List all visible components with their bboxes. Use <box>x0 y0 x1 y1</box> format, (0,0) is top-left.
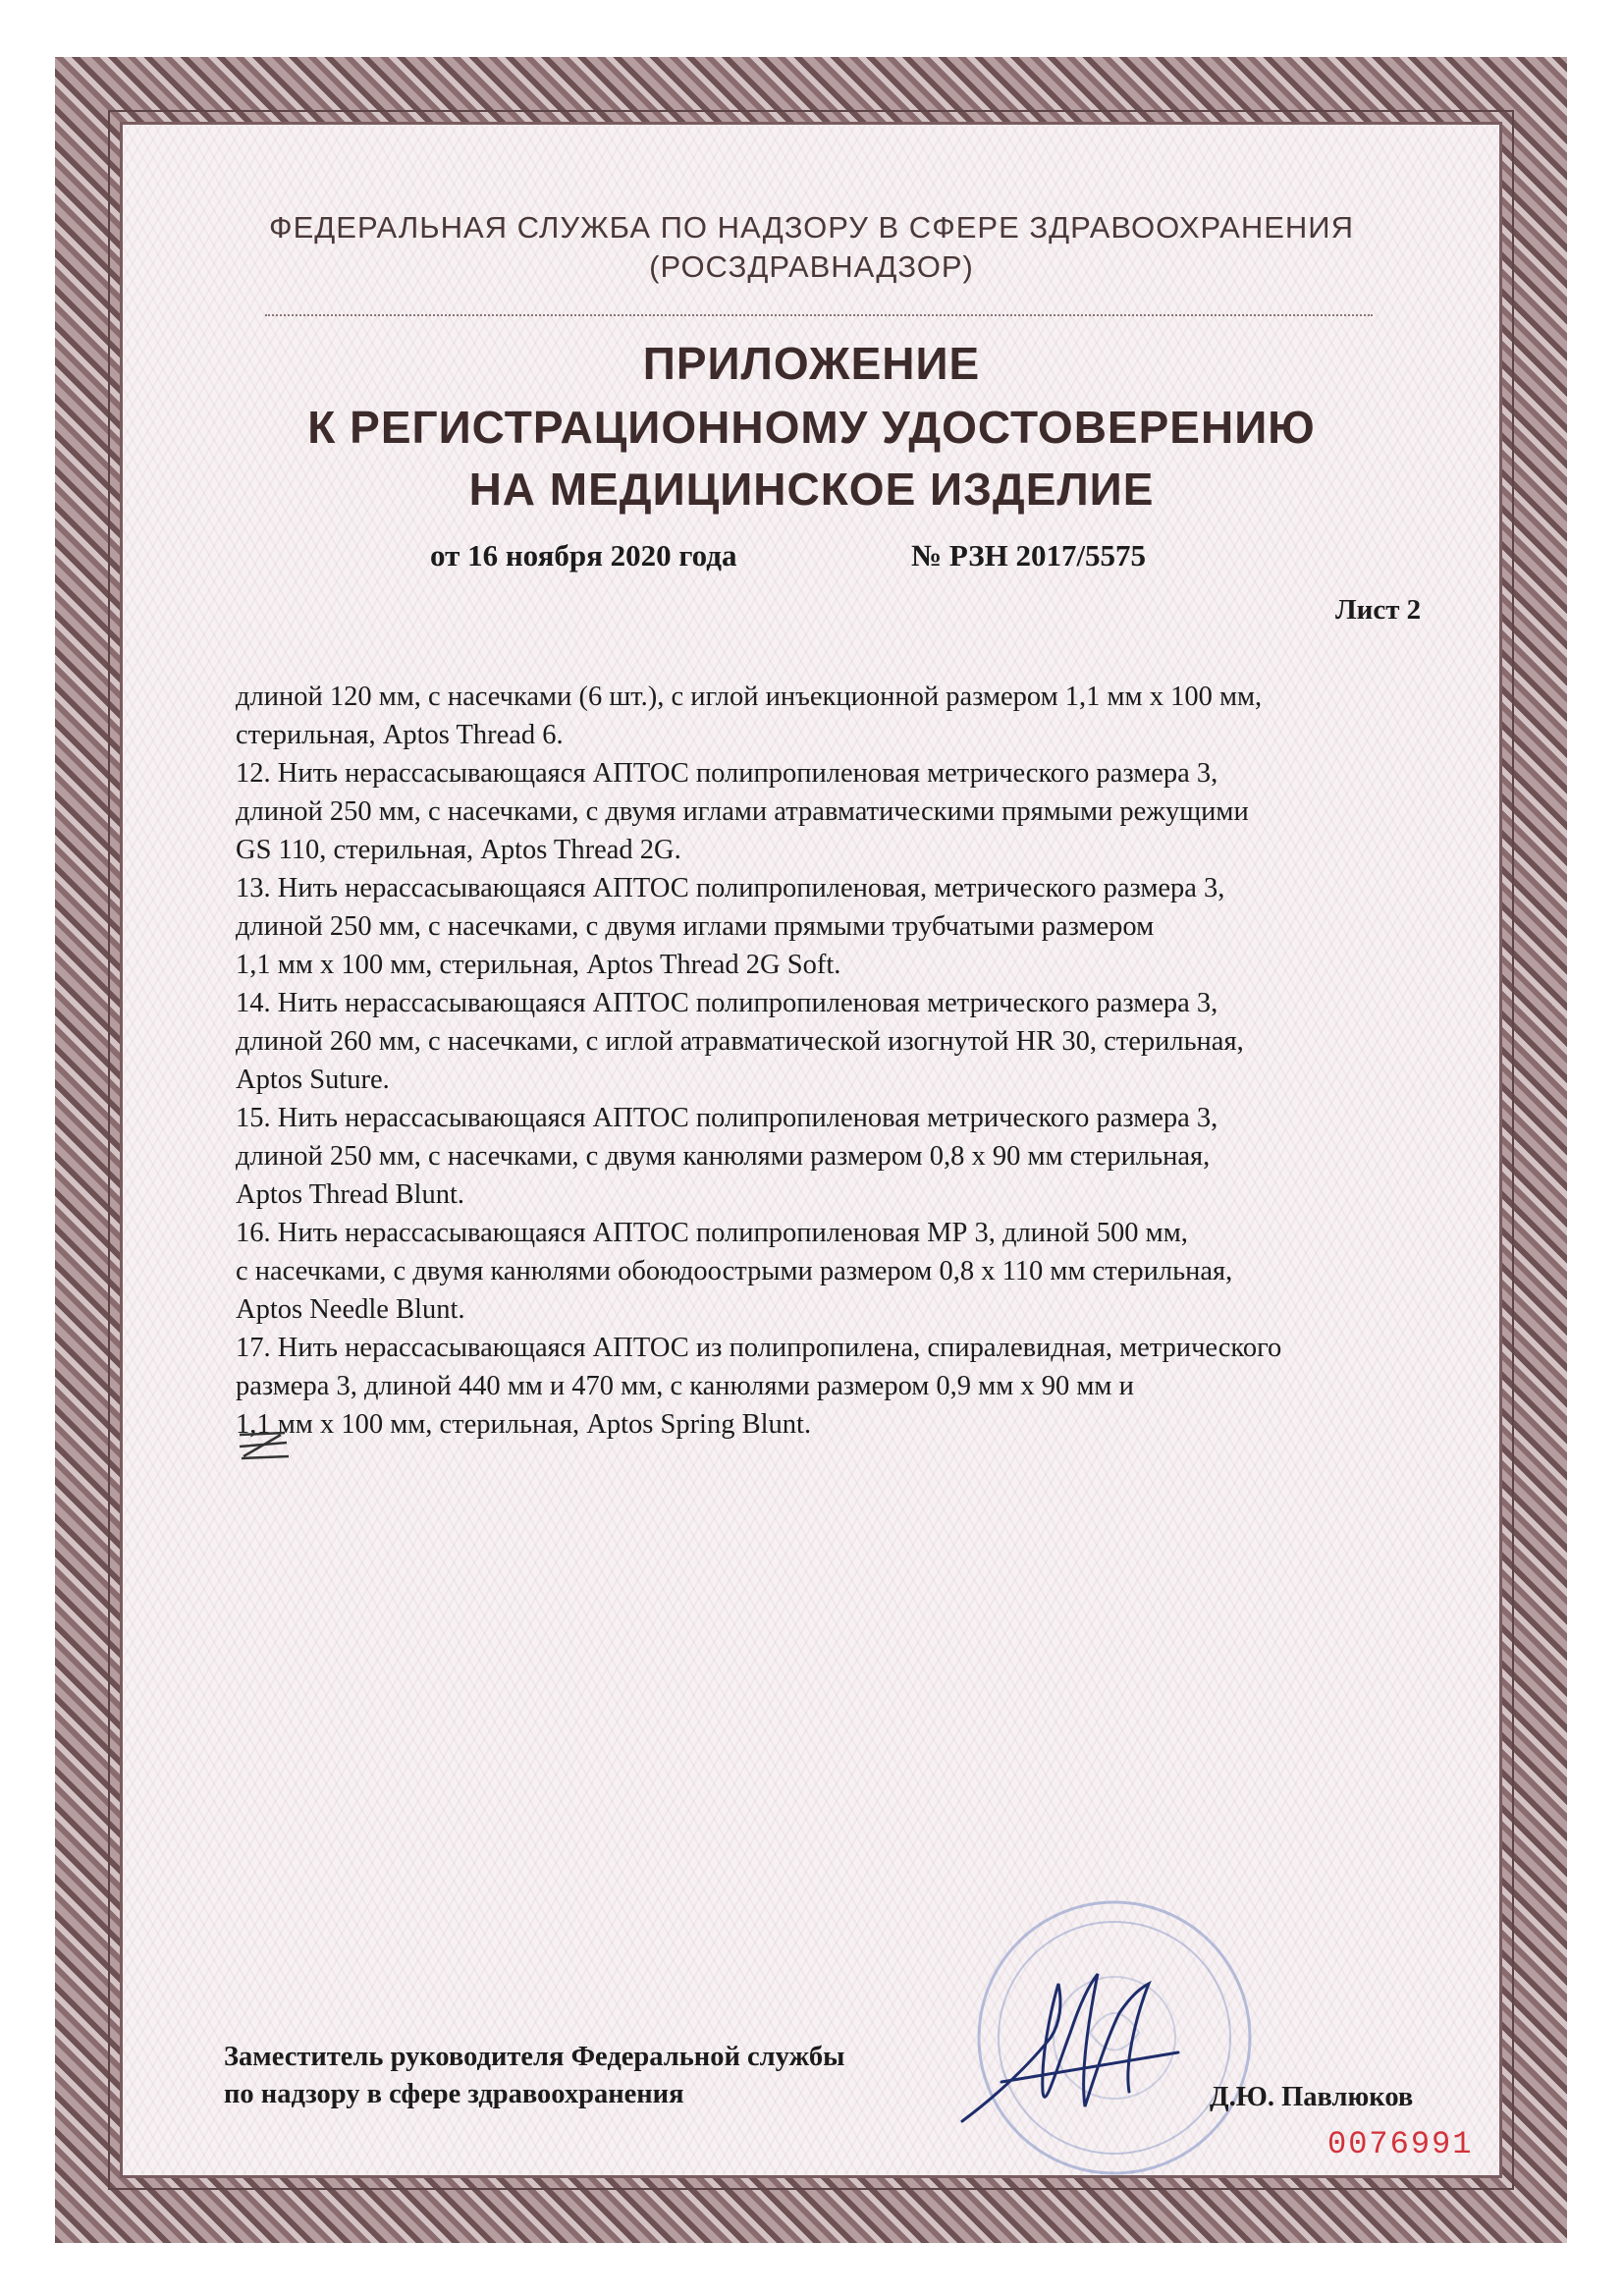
body-line: 1,1 мм х 100 мм, стерильная, Aptos Thread 2G Soft. <box>236 950 841 980</box>
body-line: 12. Нить нерассасывающаяся АПТОС полипропиленовая метрического размера 3, <box>236 758 1218 789</box>
document-subtitle-2: НА МЕДИЦИНСКОЕ ИЗДЕЛИЕ <box>468 464 1155 515</box>
agency-name: ФЕДЕРАЛЬНАЯ СЛУЖБА ПО НАДЗОРУ В СФЕРЕ ЗДРАВООХРАНЕНИЯ <box>269 210 1354 245</box>
body-line: с насечками, с двумя канюлями обоюдоострыми размером 0,8 х 110 мм стерильная, <box>236 1256 1233 1286</box>
end-of-list-mark <box>236 1429 291 1464</box>
signatory-title <box>224 2039 844 2113</box>
sheet-number: Лист 2 <box>1335 594 1422 626</box>
body-line: 1,1 мм х 100 мм, стерильная, Aptos Spring Blunt. <box>236 1409 812 1440</box>
body-line: длиной 250 мм, с насечками, с двумя иглами прямыми трубчатыми размером <box>236 911 1155 942</box>
body-line: 17. Нить нерассасывающаяся АПТОС из полипропилена, спиралевидная, метрического <box>236 1333 1282 1363</box>
agency-abbreviation: (РОСЗДРАВНАДЗОР) <box>649 249 974 284</box>
handwritten-signature <box>943 1944 1198 2141</box>
header-divider <box>265 314 1373 316</box>
body-line: стерильная, Aptos Thread 6. <box>236 720 564 750</box>
issue-date: от 16 ноября 2020 года <box>430 538 737 573</box>
signatory-title-line-2: по надзору в сфере здравоохранения <box>224 2079 684 2109</box>
body-line: 13. Нить нерассасывающаяся АПТОС полипропиленовая, метрического размера 3, <box>236 873 1225 903</box>
document-title: ПРИЛОЖЕНИЕ <box>642 338 981 389</box>
body-line: длиной 260 мм, с насечками, с иглой атравматической изогнутой HR 30, стерильная, <box>236 1026 1244 1057</box>
body-line: длиной 250 мм, с насечками, с двумя иглами атравматическими прямыми режущими <box>236 796 1249 827</box>
body-line: размера 3, длиной 440 мм и 470 мм, с канюлями размером 0,9 мм х 90 мм и <box>236 1371 1134 1401</box>
signatory-title-line-1: Заместитель руководителя Федеральной службы <box>224 2042 845 2072</box>
body-line: длиной 250 мм, с насечками, с двумя канюлями размером 0,8 х 90 мм стерильная, <box>236 1141 1211 1172</box>
body-line: 16. Нить нерассасывающаяся АПТОС полипропиленовая МР 3, длиной 500 мм, <box>236 1218 1188 1248</box>
body-line: 14. Нить нерассасывающаяся АПТОС полипропиленовая метрического размера 3, <box>236 988 1218 1018</box>
signatory-name: Д.Ю. Павлюков <box>1210 2082 1414 2112</box>
body-line: 15. Нить нерассасывающаяся АПТОС полипропиленовая метрического размера 3, <box>236 1103 1218 1133</box>
document-subtitle-1: К РЕГИСТРАЦИОННОМУ УДОСТОВЕРЕНИЮ <box>307 402 1316 453</box>
body-line: Aptos Thread Blunt. <box>236 1179 464 1210</box>
form-serial-number: 0076991 <box>1327 2126 1474 2162</box>
product-list <box>236 678 1473 1444</box>
body-line: GS 110, стерильная, Aptos Thread 2G. <box>236 835 681 865</box>
body-line: Aptos Needle Blunt. <box>236 1294 465 1325</box>
body-line: длиной 120 мм, с насечками (6 шт.), с иглой инъекционной размером 1,1 мм х 100 мм, <box>236 682 1263 712</box>
registration-number: № РЗН 2017/5575 <box>911 538 1147 573</box>
body-line: Aptos Suture. <box>236 1065 390 1095</box>
